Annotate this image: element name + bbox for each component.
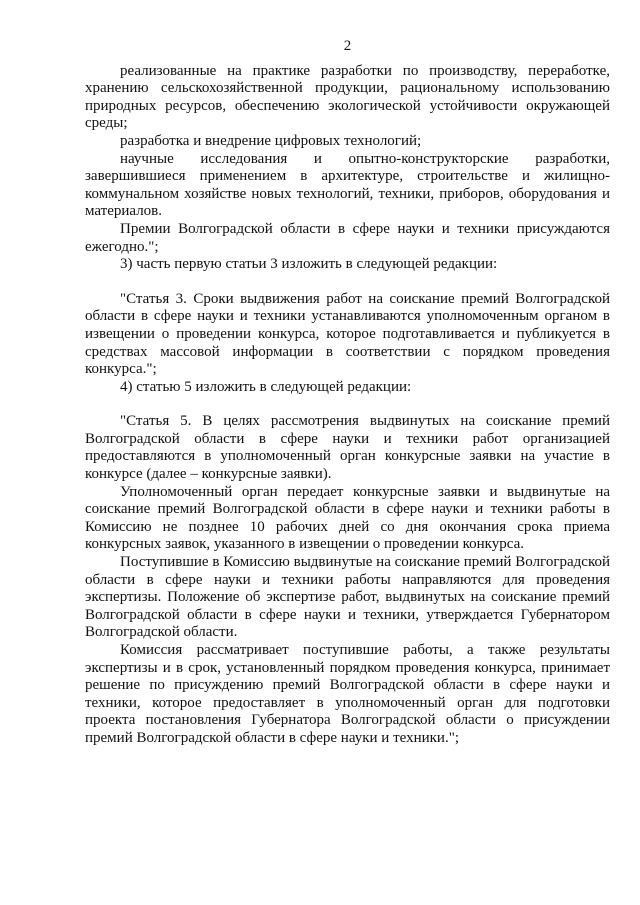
paragraph-5: 3) часть первую статьи 3 изложить в следующей редакции: [120, 256, 498, 273]
paragraph-1: реализованные на практике разработки по производству, переработке, хранению сельскохозяйственной продукции, рациональному использованию природных ресурсов, обеспечению экологической устойчивости окружающей среды; [85, 62, 610, 132]
paragraph-9: Уполномоченный орган передает конкурсные заявки и выдвинутые на соискание премий Волгоградской области в сфере науки и техники работы в Комиссию не позднее 10 рабочих дней со дня окончания срока приема конкурсных заявок, указанного в извещении о проведении конкурса. [85, 483, 610, 553]
page-number: 2 [343, 38, 352, 54]
paragraph-10: Поступившие в Комиссию выдвинутые на соискание премий Волгоградской области в сфере науки и техники работы направляются для проведения экспертизы. Положение об экспертизе работ, выдвинутых на соискание премий Волгоградской области в сфере науки и техники, утверждается Губернатором Волгоградской области. [85, 554, 610, 641]
article-3-paragraph: "Статья 3. Сроки выдвижения работ на соискание премий Волгоградской области в сфере науки и техники устанавливаются уполномоченным органом в извещении о проведении конкурса, которое подготавливается и публикуется в средствах массовой информации в соответствии с порядком проведения конкурса."; [85, 290, 610, 378]
paragraph-3: научные исследования и опытно-конструкторские разработки, завершившиеся применением в архитектуре, строительстве и жилищно-коммунальном хозяйстве новых технологий, техники, приборов, оборудования и материалов. [85, 150, 610, 220]
paragraph-2: разработка и внедрение цифровых технологий; [120, 132, 422, 149]
paragraph-11: Комиссия рассматривает поступившие работы, а также результаты экспертизы и в срок, установленный порядком проведения конкурса, принимает решение по присуждению премий Волгоградской области в сфере науки и техники, которое предоставляет в уполномоченный орган для подготовки проекта постановления Губернатора Волгоградской области о присуждении премий Волгоградской области в сфере науки и техники."; [85, 642, 610, 746]
paragraph-4: Премии Волгоградской области в сфере науки и техники присуждаются ежегодно."; [85, 220, 610, 255]
document-page [85, 38, 610, 748]
article-5-paragraph: "Статья 5. В целях рассмотрения выдвинутых на соискание премий Волгоградской области в сфере науки и техники работ организацией предоставляются в уполномоченный орган конкурсные заявки на участие в конкурсе (далее – конкурсные заявки). [85, 413, 610, 483]
paragraph-7: 4) статью 5 изложить в следующей редакции: [120, 378, 412, 395]
